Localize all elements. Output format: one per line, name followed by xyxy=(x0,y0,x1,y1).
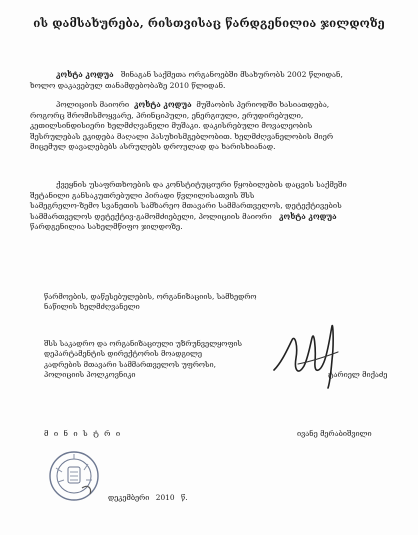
paragraph-characterization xyxy=(30,100,392,153)
paragraph-line: წარდგენილია სახელმწიფო ჯილდოზე. xyxy=(30,222,183,232)
person-name: კოხტა კოდუა xyxy=(56,70,114,79)
person-name: კოხტა კოდუა xyxy=(279,211,337,221)
paragraph-line xyxy=(30,212,392,223)
paragraph-line xyxy=(30,100,392,111)
paragraph-line: მიცემულ დავალებებს ასრულებს დროულად და ხარისხიანად. xyxy=(30,142,276,152)
signatory-name: ტარიელ მიქაძე xyxy=(328,370,388,379)
nominator-line: წარმოების, დაწესებულების, ორგანიზაციის, სამხედრო xyxy=(44,292,257,301)
person-name: კოხტა კოდუა xyxy=(134,100,192,109)
nominator-line: ნაწილის ხელმძღვანელი xyxy=(44,302,140,312)
paragraph-line: როგორც შრომისმოყვარე, პრინციპული, ენერგიული, ერუდირებული, xyxy=(30,110,304,120)
date-line xyxy=(108,493,192,502)
position-line: კადრების მთავარი სამმართველოს უფროსი, xyxy=(44,359,216,369)
paragraph-line: კეთილსინდისიერი ხელმძღვანელი მუშაკი. დაკისრებული მოვალეობის xyxy=(30,121,313,131)
paragraph-line: შესრულებას ეკიდება მაღალი პასუხისმგებლობით. ხელმძღვანელობის მიერ xyxy=(30,131,334,141)
position-line: შსს საკადრო და ორგანიზაციული უზრუნველყოფის xyxy=(44,339,243,348)
position-line: დეპარტამენტის დირექტორის მოადგილე xyxy=(44,349,203,359)
paragraph-service-history xyxy=(30,70,392,91)
date-month: დეკემბერი xyxy=(108,493,150,502)
paragraph-text: მუშაობის პერიოდში ხასიათდება, xyxy=(196,100,330,109)
paragraph-nomination xyxy=(30,180,392,233)
date-suffix: წ. xyxy=(180,493,188,502)
paragraph-line: შეტანილი განსაკუთრებული პირადი წვლილისათვის შსს xyxy=(30,190,255,200)
document-title: ის დამსახურება, რისთვისაც წარდგენილია ჯილდოზე xyxy=(33,16,385,30)
signatory-position xyxy=(44,339,242,381)
minister-title: მ ი ნ ი ს ტ რ ი xyxy=(44,429,122,438)
minister-name: ივანე მერაბიშვილი xyxy=(297,429,372,438)
paragraph-text: სამმართველოს დეტექტივ-გამომძიებელი, პოლიციის მაიორი xyxy=(30,211,272,221)
position-line: პოლიციის პოლკოვნიკი xyxy=(44,370,136,380)
rank-text: პოლიციის მაიორი xyxy=(56,100,130,109)
paragraph-text: ქვეყნის უსაფრთხოების და კონსტიტუციური წყობილების დაცვის საქმეში xyxy=(56,180,347,189)
paragraph-text: შინაგან საქმეთა ორგანოებში მსახურობს 2002 წლიდან, xyxy=(120,70,343,79)
paragraph-line: ხოლო დაკავებულ თანამდებობაზე 2010 წლიდან. xyxy=(30,80,226,90)
paragraph-line xyxy=(30,70,392,81)
paragraph-line: სამეგრელო-ზემო სვანეთის სამხარეო მთავარი სამმართველოს, დეტექტივების xyxy=(30,201,342,211)
official-seal-stamp xyxy=(48,450,100,502)
handwritten-signature xyxy=(268,318,350,390)
date-year: 2010 xyxy=(155,493,175,502)
paragraph-line xyxy=(30,180,392,191)
nominator-label xyxy=(44,292,257,313)
